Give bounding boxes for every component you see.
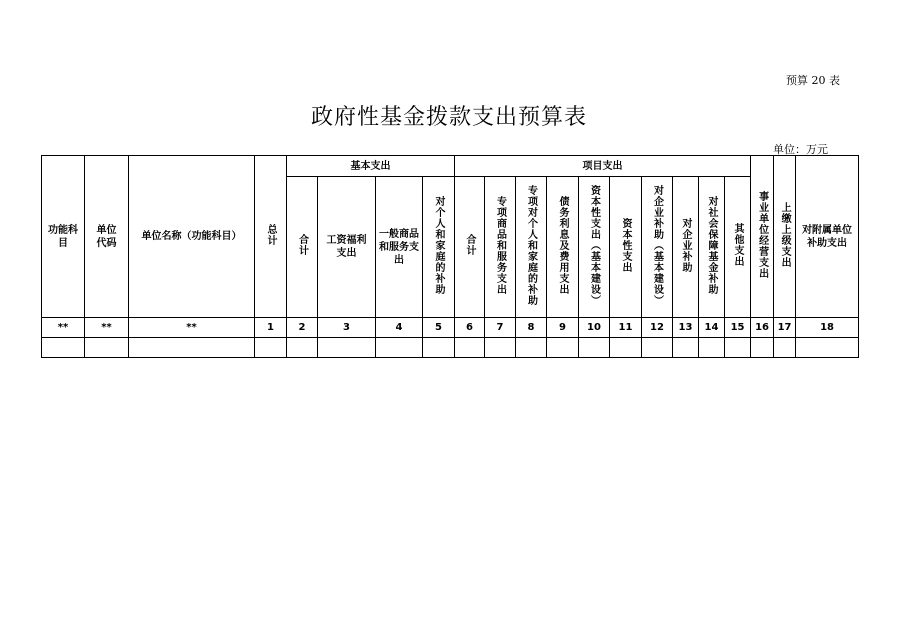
- column-number: 1: [255, 318, 287, 338]
- column-number: 6: [455, 318, 485, 338]
- data-cell: [699, 338, 725, 358]
- column-number: **: [85, 318, 129, 338]
- column-number: 3: [318, 318, 376, 338]
- column-number: 13: [673, 318, 699, 338]
- column-number: 10: [579, 318, 610, 338]
- data-cell: [455, 338, 485, 358]
- column-number: 9: [547, 318, 579, 338]
- header-project-col: 其他支出: [725, 177, 751, 318]
- column-number: 2: [287, 318, 318, 338]
- header-project-col: 专项商品和服务支出: [485, 177, 516, 318]
- data-cell: [485, 338, 516, 358]
- header-basic-col: 合计: [287, 177, 318, 318]
- header-project-col: 对企业补助（基本建设）: [642, 177, 673, 318]
- header-unit-name: 单位名称（功能科目）: [129, 156, 255, 318]
- data-cell: [579, 338, 610, 358]
- header-upper-remit: 上缴上级支出: [774, 156, 796, 318]
- column-number: 4: [376, 318, 423, 338]
- data-cell: [725, 338, 751, 358]
- header-row-1: [42, 156, 859, 177]
- data-cell: [287, 338, 318, 358]
- header-project-col: 资本性支出: [610, 177, 642, 318]
- header-project-col: 专项对个人和家庭的补助: [516, 177, 547, 318]
- data-row: [42, 338, 859, 358]
- column-number: 12: [642, 318, 673, 338]
- header-basic-col: 工资福利支出: [318, 177, 376, 318]
- column-number: **: [42, 318, 85, 338]
- column-number-row: [42, 318, 859, 338]
- data-cell: [642, 338, 673, 358]
- header-affiliate-subsidy: 对附属单位补助支出: [796, 156, 859, 318]
- data-cell: [255, 338, 287, 358]
- header-basic-col: 对个人和家庭的补助: [423, 177, 455, 318]
- header-basic-expenditure: 基本支出: [287, 156, 455, 177]
- column-number: 11: [610, 318, 642, 338]
- header-project-col: 资本性支出（基本建设）: [579, 177, 610, 318]
- column-number: **: [129, 318, 255, 338]
- column-number: 8: [516, 318, 547, 338]
- data-cell: [774, 338, 796, 358]
- header-total: 总计: [255, 156, 287, 318]
- header-project-col: 债务利息及费用支出: [547, 177, 579, 318]
- form-reference: 预算 20 表: [786, 74, 840, 87]
- page-title: 政府性基金拨款支出预算表: [310, 105, 587, 130]
- column-number: 18: [796, 318, 859, 338]
- header-business-operation: 事业单位经营支出: [751, 156, 774, 318]
- header-func-subject: 功能科目: [42, 156, 85, 318]
- header-basic-col: 一般商品和服务支出: [376, 177, 423, 318]
- data-cell: [129, 338, 255, 358]
- header-project-col: 对社会保障基金补助: [699, 177, 725, 318]
- data-cell: [516, 338, 547, 358]
- data-cell: [547, 338, 579, 358]
- budget-table: [41, 155, 859, 358]
- data-cell: [796, 338, 859, 358]
- header-project-expenditure: 项目支出: [455, 156, 751, 177]
- data-cell: [376, 338, 423, 358]
- column-number: 5: [423, 318, 455, 338]
- unit-label: 单位：万元: [773, 143, 828, 156]
- column-number: 14: [699, 318, 725, 338]
- column-number: 7: [485, 318, 516, 338]
- header-unit-code: 单位代码: [85, 156, 129, 318]
- column-number: 15: [725, 318, 751, 338]
- column-number: 17: [774, 318, 796, 338]
- column-number: 16: [751, 318, 774, 338]
- data-cell: [673, 338, 699, 358]
- data-cell: [42, 338, 85, 358]
- header-project-col: 对企业补助: [673, 177, 699, 318]
- data-cell: [318, 338, 376, 358]
- data-cell: [751, 338, 774, 358]
- data-cell: [85, 338, 129, 358]
- data-cell: [610, 338, 642, 358]
- header-project-col: 合计: [455, 177, 485, 318]
- data-cell: [423, 338, 455, 358]
